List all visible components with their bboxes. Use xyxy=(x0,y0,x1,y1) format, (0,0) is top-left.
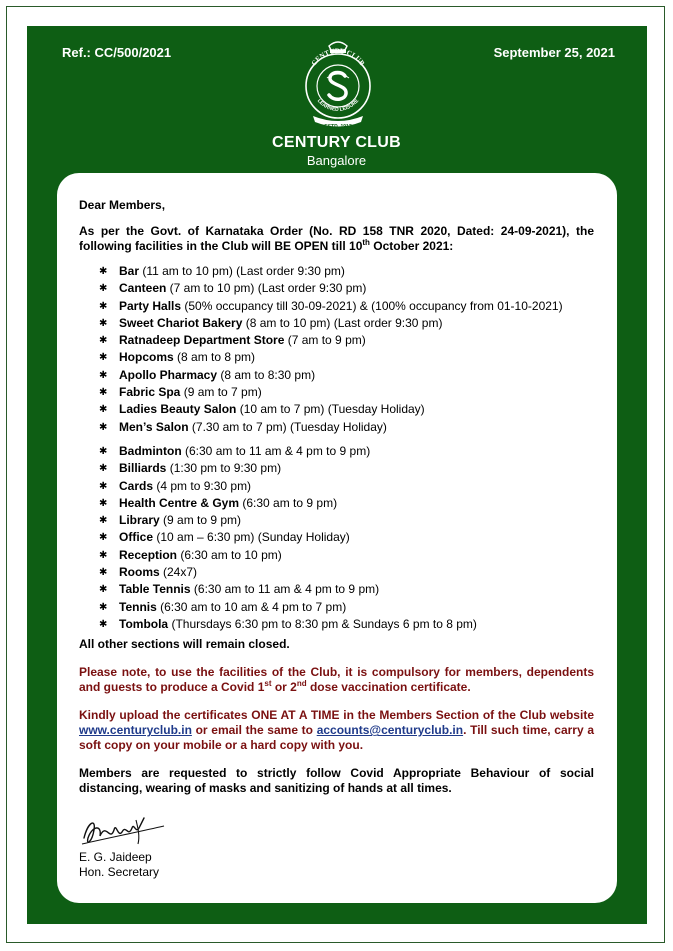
facility-hours: (8 am to 8:30 pm) xyxy=(217,367,316,382)
facilities-list-sports xyxy=(79,443,594,633)
facility-name: Health Centre & Gym xyxy=(119,495,240,510)
asterisk-bullet-icon: ✱ xyxy=(99,463,108,475)
facility-item xyxy=(99,443,594,460)
facility-item xyxy=(99,263,594,280)
facility-name: Ladies Beauty Salon xyxy=(119,402,237,417)
facility-hours: (8 am to 10 pm) (Last order 9:30 pm) xyxy=(242,315,443,330)
facility-item xyxy=(99,367,594,384)
club-city: Bangalore xyxy=(306,153,367,168)
facility-name: Sweet Chariot Bakery xyxy=(119,315,243,330)
facility-hours: (10 am – 6:30 pm) (Sunday Holiday) xyxy=(153,530,350,545)
asterisk-bullet-icon: ✱ xyxy=(99,584,108,596)
facility-item xyxy=(99,564,594,581)
letter-content xyxy=(79,198,594,796)
facility-hours: (11 am to 10 pm) (Last order 9:30 pm) xyxy=(139,264,345,278)
facility-item xyxy=(99,599,594,616)
facility-hours: (1:30 pm to 9:30 pm) xyxy=(166,461,282,476)
facility-item xyxy=(99,616,594,633)
asterisk-bullet-icon: ✱ xyxy=(99,601,108,613)
facility-item xyxy=(99,460,594,477)
signer-name: E. G. Jaideep xyxy=(79,850,152,864)
facility-item xyxy=(99,349,594,366)
facility-name: Party Halls xyxy=(119,298,182,313)
facility-hours: (10 am to 7 pm) (Tuesday Holiday) xyxy=(236,402,425,417)
facility-hours: (24x7) xyxy=(159,565,198,580)
email-link[interactable]: accounts@centuryclub.in xyxy=(316,723,464,738)
signature xyxy=(78,808,168,854)
facility-name: Table Tennis xyxy=(119,582,191,597)
reference-number: Ref.: CC/500/2021 xyxy=(62,45,172,60)
facility-name: Apollo Pharmacy xyxy=(119,367,218,382)
facility-item xyxy=(99,529,594,546)
facility-name: Badminton xyxy=(119,443,182,458)
facility-item xyxy=(99,315,594,332)
vaccination-note: Please note, to use the facilities of the Club, it is compulsory for members, dependents and guests to produce a Covid 1st or 2nd dose vaccination certificate. xyxy=(79,665,594,695)
facility-item xyxy=(99,495,594,512)
facility-name: Cards xyxy=(119,478,154,493)
asterisk-bullet-icon: ✱ xyxy=(99,480,108,492)
facility-item xyxy=(99,280,594,297)
facility-hours: (9 am to 9 pm) xyxy=(159,513,242,528)
facility-name: Fabric Spa xyxy=(119,385,181,400)
asterisk-bullet-icon: ✱ xyxy=(99,300,108,312)
club-logo-emblem xyxy=(299,38,377,134)
facility-name: Canteen xyxy=(119,281,167,296)
asterisk-bullet-icon: ✱ xyxy=(99,266,108,277)
facility-item xyxy=(99,581,594,598)
svg-text:CENTURY CLUB: CENTURY CLUB xyxy=(309,46,367,68)
facility-name: Tombola xyxy=(119,616,169,631)
asterisk-bullet-icon: ✱ xyxy=(99,497,108,509)
facility-hours: (7 am to 10 pm) (Last order 9:30 pm) xyxy=(166,281,367,296)
asterisk-bullet-icon: ✱ xyxy=(99,549,108,561)
asterisk-bullet-icon: ✱ xyxy=(99,532,108,544)
asterisk-bullet-icon: ✱ xyxy=(99,515,108,527)
closing-paragraph: Members are requested to strictly follow Covid Appropriate Behaviour of social distancing, wearing of masks and sanitizing of hands at all times. xyxy=(79,766,594,796)
signatory xyxy=(79,850,159,880)
facility-item xyxy=(99,547,594,564)
letter-date: September 25, 2021 xyxy=(493,45,615,60)
facility-item xyxy=(99,298,594,315)
asterisk-bullet-icon: ✱ xyxy=(99,335,108,347)
svg-text:LEARNED LEISURE: LEARNED LEISURE xyxy=(315,98,361,113)
asterisk-bullet-icon: ✱ xyxy=(99,404,108,416)
facility-name: Tennis xyxy=(119,599,157,614)
facility-item xyxy=(99,419,594,436)
facility-item xyxy=(99,332,594,349)
asterisk-bullet-icon: ✱ xyxy=(99,369,108,381)
asterisk-bullet-icon: ✱ xyxy=(99,445,108,457)
facility-hours: (7 am to 9 pm) xyxy=(284,333,366,348)
facility-name: Rooms xyxy=(119,565,160,580)
facility-hours: (6:30 am to 11 am & 4 pm to 9 pm) xyxy=(181,443,371,458)
facility-hours: (9 am to 7 pm) xyxy=(180,385,262,400)
facility-hours: (6:30 am to 10 pm) xyxy=(177,547,282,562)
facility-name: Ratnadeep Department Store xyxy=(119,333,285,348)
facility-item xyxy=(99,401,594,418)
asterisk-bullet-icon: ✱ xyxy=(99,421,108,433)
club-name: CENTURY CLUB xyxy=(272,134,401,151)
facility-hours: (8 am to 8 pm) xyxy=(173,350,256,365)
facility-item xyxy=(99,478,594,495)
asterisk-bullet-icon: ✱ xyxy=(99,283,108,295)
facility-name: Reception xyxy=(119,547,178,562)
salutation: Dear Members, xyxy=(79,198,166,212)
asterisk-bullet-icon: ✱ xyxy=(99,317,108,329)
facility-item xyxy=(99,384,594,401)
closed-notice: All other sections will remain closed. xyxy=(79,637,290,652)
facility-hours: (50% occupancy till 30-09-2021) & (100% occupancy from 01-10-2021) xyxy=(181,298,563,313)
asterisk-bullet-icon: ✱ xyxy=(99,618,108,630)
facility-name: Bar xyxy=(119,264,140,278)
facility-item xyxy=(99,512,594,529)
intro-paragraph: As per the Govt. of Karnataka Order (No. RD 158 TNR 2020, Dated: 24-09-2021), the following facilities in the Club will BE OPEN till 10th October 2021: xyxy=(79,224,594,253)
website-link[interactable]: www.centuryclub.in xyxy=(79,723,192,738)
upload-instructions: Kindly upload the certificates ONE AT A TIME in the Members Section of the Club website www.centuryclub.in or email the same to accounts@centuryclub.in. Till such time, carry a soft copy on your mobile or a hard copy with you. xyxy=(79,708,594,753)
facility-name: Library xyxy=(119,513,160,528)
facility-hours: (6:30 am to 10 am & 4 pm to 7 pm) xyxy=(156,599,347,614)
signer-title: Hon. Secretary xyxy=(79,865,160,879)
facility-hours: (4 pm to 9:30 pm) xyxy=(153,478,252,493)
asterisk-bullet-icon: ✱ xyxy=(99,567,108,579)
facility-hours: (6:30 am to 11 am & 4 pm to 9 pm) xyxy=(190,582,380,597)
facility-name: Billiards xyxy=(119,461,167,476)
facility-hours: (6:30 am to 9 pm) xyxy=(239,495,338,510)
asterisk-bullet-icon: ✱ xyxy=(99,387,108,399)
svg-text:ESTD. 1917: ESTD. 1917 xyxy=(324,124,352,130)
facility-name: Men’s Salon xyxy=(119,419,189,434)
facility-name: Hopcoms xyxy=(119,350,174,365)
asterisk-bullet-icon: ✱ xyxy=(99,352,108,364)
facility-hours: (7.30 am to 7 pm) (Tuesday Holiday) xyxy=(188,419,387,434)
facilities-list-amenities xyxy=(79,263,594,436)
facility-name: Office xyxy=(119,530,154,545)
facility-hours: (Thursdays 6:30 pm to 8:30 pm & Sundays 6 pm to 8 pm) xyxy=(168,616,477,631)
